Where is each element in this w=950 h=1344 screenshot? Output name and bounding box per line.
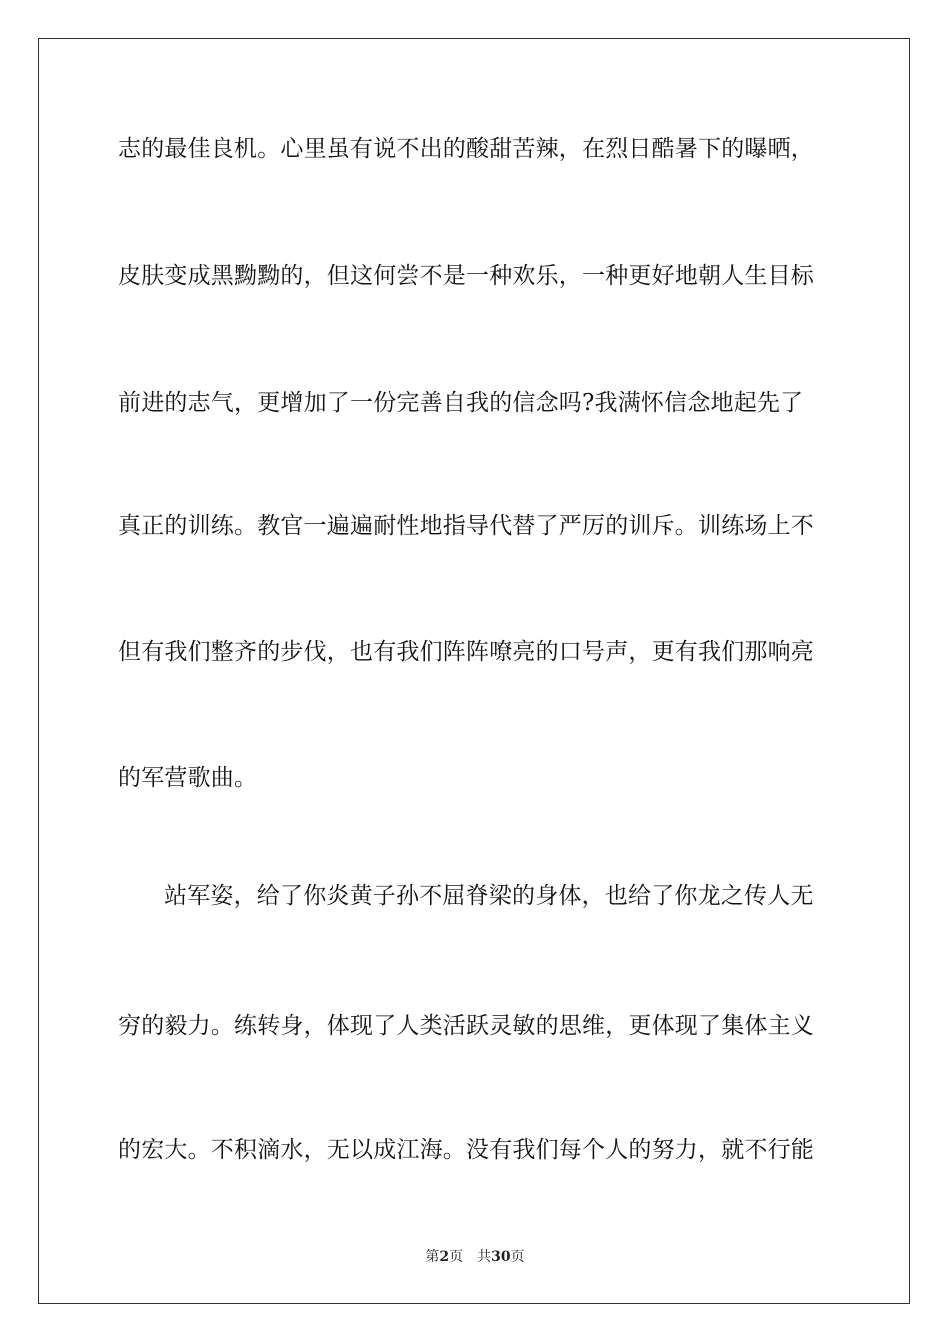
text-line: 但有我们整齐的步伐，也有我们阵阵嘹亮的口号声，更有我们那响亮 [118,639,814,665]
text-line: 真正的训练。教官一遍遍耐性地指导代替了严厉的训斥。训练场上不 [118,513,814,539]
page-number: 2 [439,1249,450,1265]
text-line: 志的最佳良机。心里虽有说不出的酸甜苦辣，在烈日酷暑下的曝晒， [118,136,814,162]
text-line: 的军营歌曲。 [118,765,258,791]
total-label-prefix: 共 [477,1249,492,1265]
total-pages: 30 [491,1249,511,1265]
text-line: 的宏大。不积滴水，无以成江海。没有我们每个人的努力，就不行能 [118,1137,814,1163]
page-label-prefix: 第 [425,1249,440,1265]
text-line: 穷的毅力。练转身，体现了人类活跃灵敏的思维，更体现了集体主义 [118,1013,814,1039]
total-label-suffix: 页 [510,1249,525,1265]
text-line: 皮肤变成黑黝黝的，但这何尝不是一种欢乐，一种更好地朝人生目标 [118,263,814,289]
paragraph-first-line: 站军姿，给了你炎黄子孙不屈脊梁的身体，也给了你龙之传人无 [164,883,814,909]
text-line: 前进的志气，更增加了一份完善自我的信念吗?我满怀信念地起先了 [118,390,804,416]
page-footer [0,1248,950,1266]
page-label-suffix: 页 [449,1249,464,1265]
page-border [38,38,910,1304]
